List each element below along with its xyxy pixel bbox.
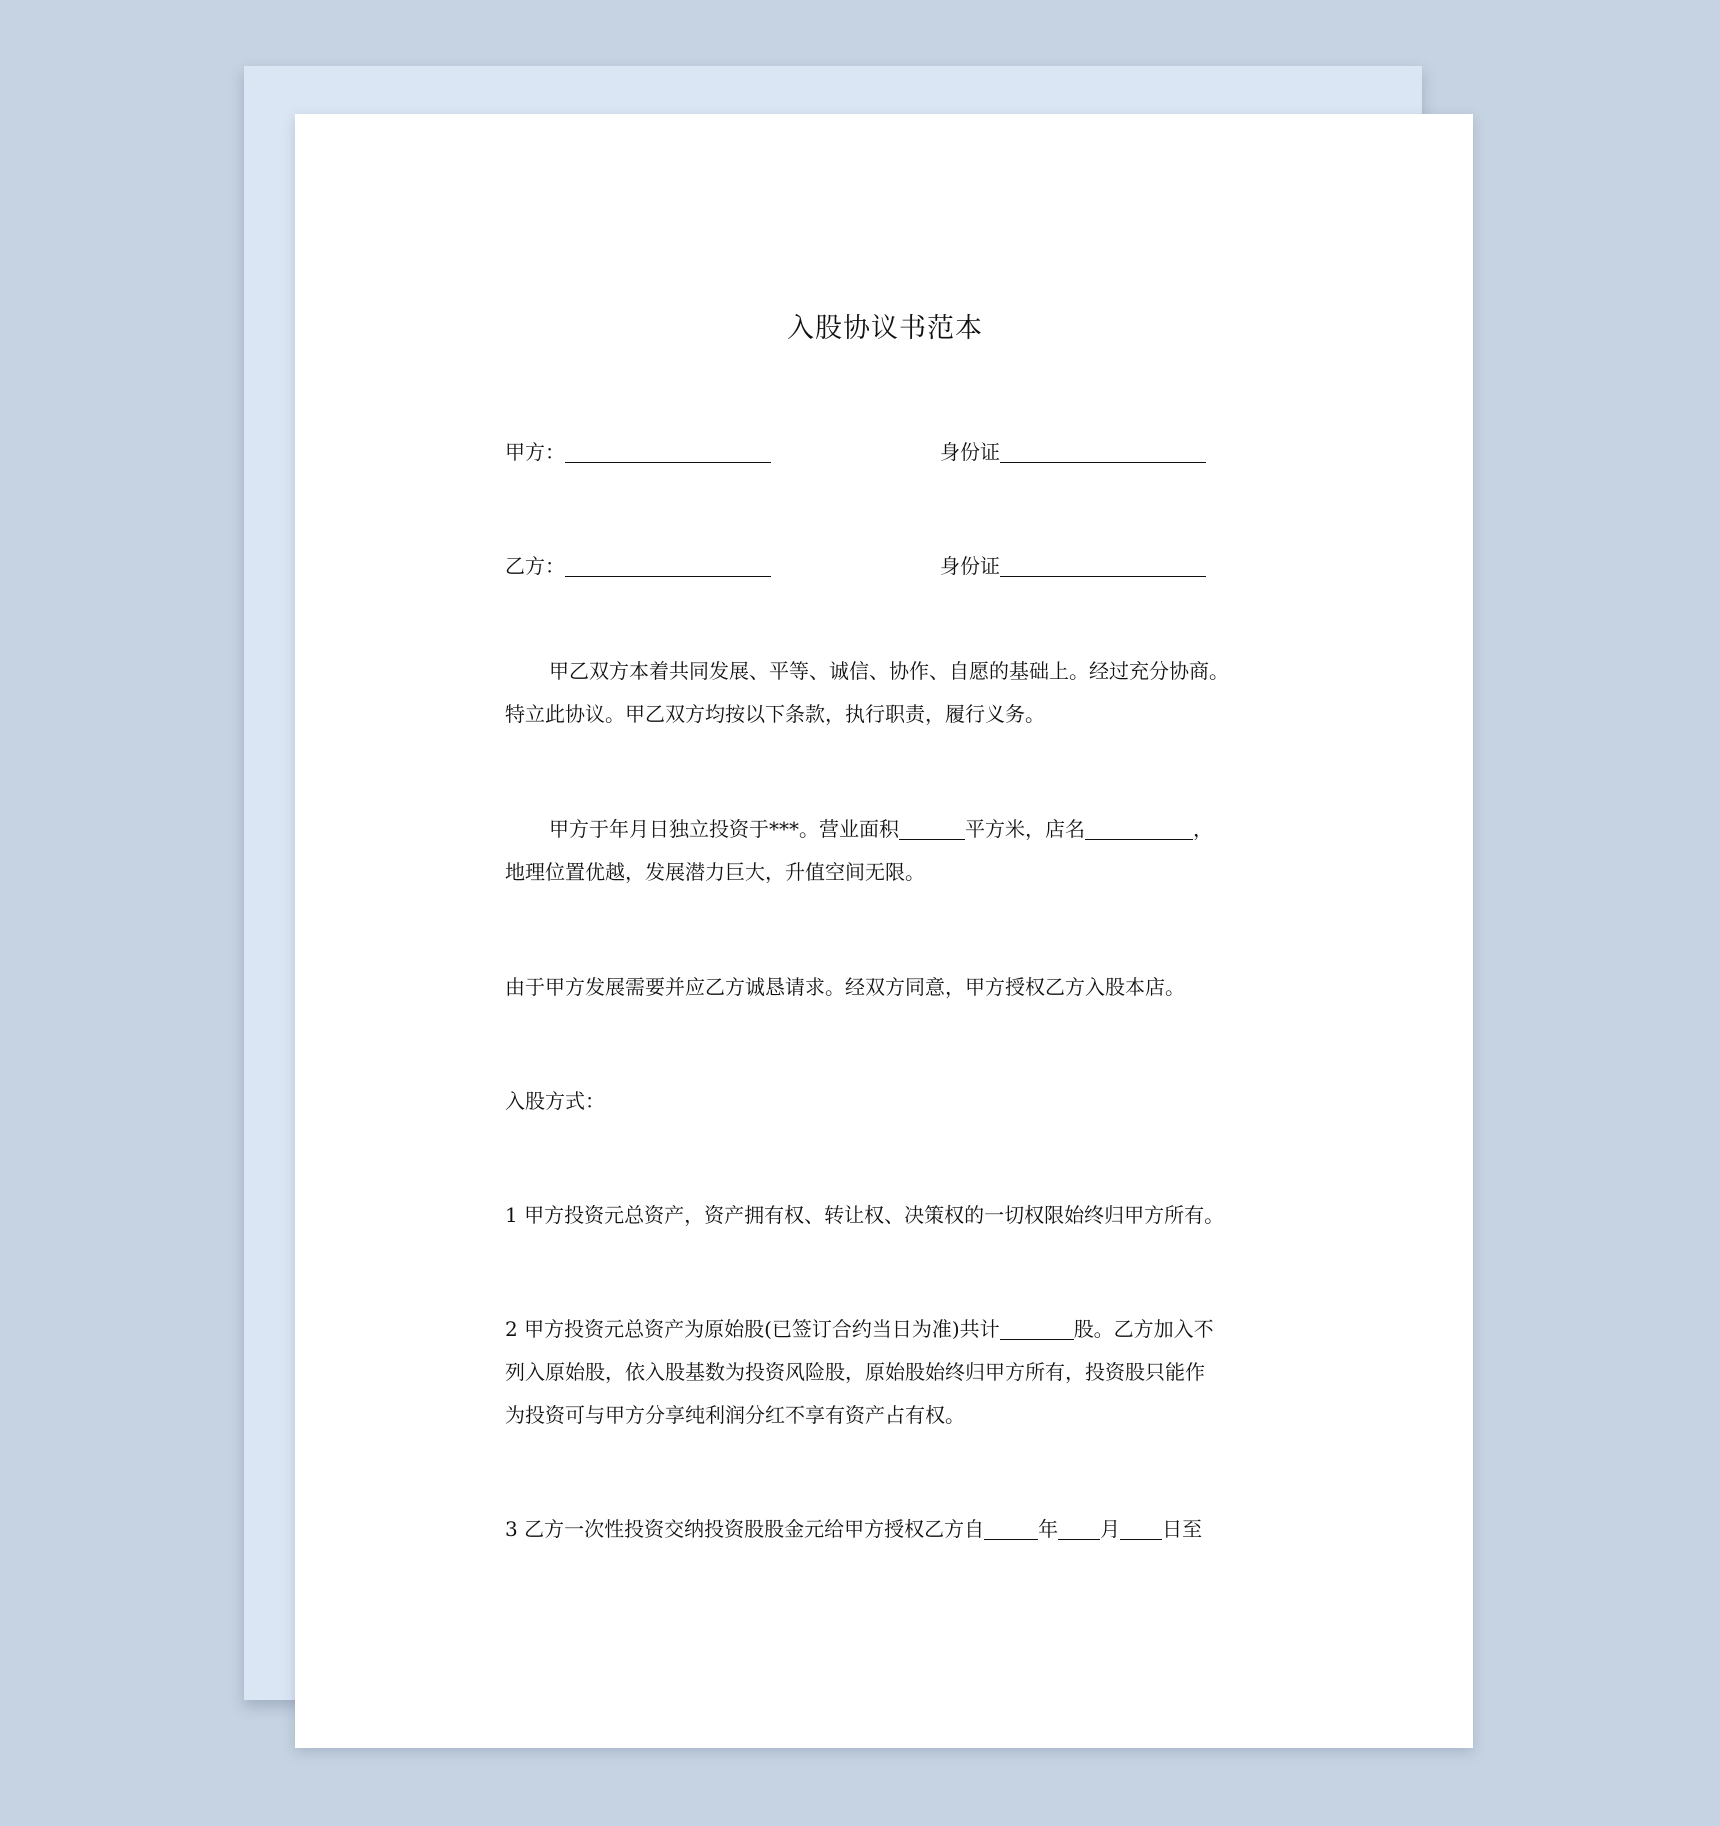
clause-2-line-1 [505,1308,1265,1351]
clause-3-text: 3 乙方一次性投资交纳投资股股金元给甲方授权乙方自 [505,1517,985,1541]
start-year-blank [984,1538,1038,1540]
investment-line-1 [505,808,1265,851]
party-a-row [505,436,771,465]
intro-line-2: 特立此协议。甲乙双方均按以下条款，执行职责，履行义务。 [505,702,1045,726]
party-b-row [505,550,771,579]
party-b-id-row [940,550,1206,579]
party-a-label: 甲方： [505,440,565,464]
intro-paragraph [505,650,1265,736]
clause-3 [505,1508,1265,1551]
shares-blank [1000,1338,1074,1340]
clause-1: 1 甲方投资元总资产，资产拥有权、转让权、决策权的一切权限始终归甲方所有。 [505,1203,1225,1227]
area-blank [899,838,965,840]
party-b-name-blank [565,575,771,577]
clause-3-month: 月 [1100,1517,1121,1541]
investment-text-c: ， [1193,817,1213,841]
shop-name-blank [1085,838,1193,840]
party-a-id-row [940,436,1206,465]
party-a-name-blank [565,461,771,463]
clause-2-line-2: 列入原始股，依入股基数为投资风险股，原始股始终归甲方所有，投资股只能作 [505,1360,1205,1384]
party-b-id-label: 身份证 [940,554,1000,578]
party-a-id-blank [1000,461,1206,463]
clause-2-text-a: 2 甲方投资元总资产为原始股(已签订合约当日为准)共计 [505,1317,1000,1341]
intro-line-1: 甲乙双方本着共同发展、平等、诚信、协作、自愿的基础上。经过充分协商。 [549,659,1229,683]
investment-text-a: 甲方于年月日独立投资于***。营业面积 [549,817,899,841]
document-title: 入股协议书范本 [787,313,983,344]
party-b-label: 乙方： [505,554,565,578]
clause-3-day-to: 日至 [1162,1517,1203,1541]
clause-3-year: 年 [1038,1517,1059,1541]
start-day-blank [1120,1538,1162,1540]
start-month-blank [1058,1538,1100,1540]
consent-paragraph: 由于甲方发展需要并应乙方诚恳请求。经双方同意，甲方授权乙方入股本店。 [505,975,1185,999]
clause-2-line-3: 为投资可与甲方分享纯利润分红不享有资产占有权。 [505,1403,965,1427]
party-a-id-label: 身份证 [940,440,1000,464]
investment-line-2: 地理位置优越，发展潜力巨大，升值空间无限。 [505,860,925,884]
method-heading: 入股方式： [505,1089,605,1113]
document-page [295,114,1473,1748]
party-b-id-blank [1000,575,1206,577]
investment-paragraph [505,808,1265,894]
clause-2-text-b: 股。乙方加入不 [1073,1317,1214,1341]
clause-2 [505,1308,1265,1437]
investment-text-b: 平方米，店名 [965,817,1085,841]
